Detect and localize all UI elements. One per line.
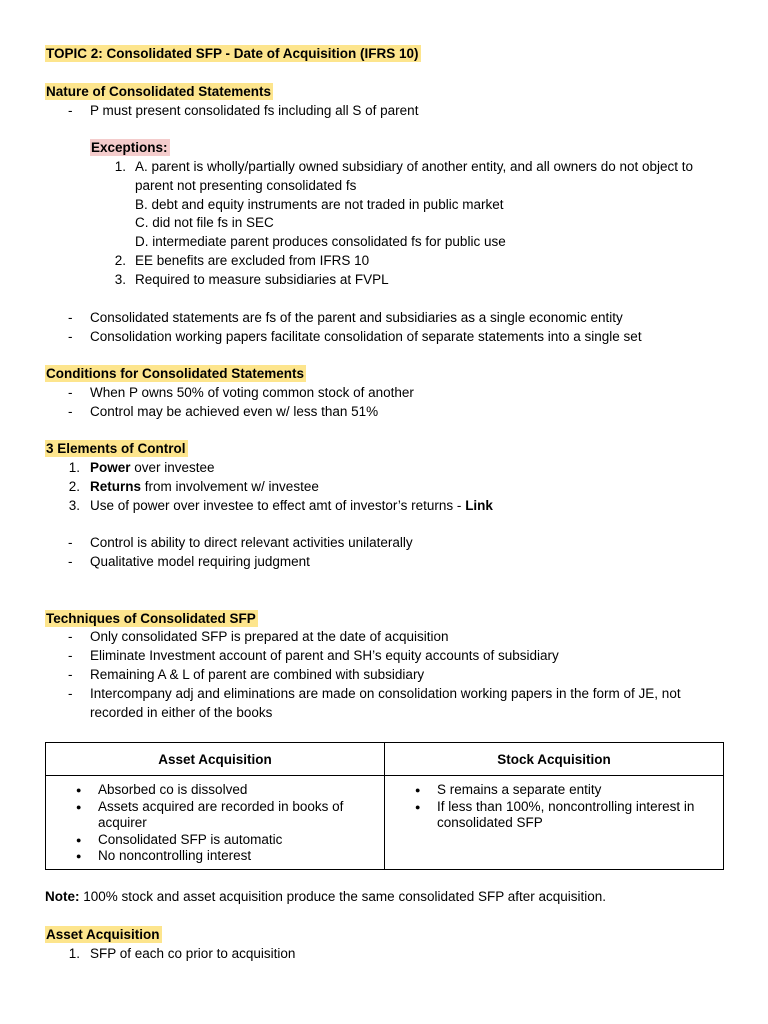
- link[interactable]: Link: [465, 498, 493, 513]
- dash-marker: -: [68, 310, 73, 325]
- list-item: ● If less than 100%, noncontrolling interest in consolidated SFP: [437, 799, 715, 832]
- list-number: 1.: [114, 159, 126, 174]
- list-item: ● Absorbed co is dissolved: [98, 782, 376, 799]
- dash-marker: -: [68, 629, 73, 644]
- element-item: Power over investee: [90, 460, 215, 475]
- list-number: 1.: [68, 460, 80, 475]
- list-number: 1.: [68, 946, 80, 961]
- asset-acquisition-list: [54, 782, 376, 865]
- techniques-bullet: Remaining A & L of parent are combined with subsidiary: [90, 667, 425, 682]
- techniques-bullet: Eliminate Investment account of parent and SH’s equity accounts of subsidiary: [90, 648, 559, 663]
- dash-marker: -: [68, 404, 73, 419]
- stock-acquisition-cell: [385, 776, 724, 870]
- asset-acquisition-item: SFP of each co prior to acquisition: [90, 946, 296, 961]
- techniques-bullet: Only consolidated SFP is prepared at the date of acquisition: [90, 629, 449, 644]
- section-heading-elements: 3 Elements of Control: [46, 441, 186, 456]
- dash-marker: -: [68, 686, 73, 701]
- conditions-bullet: When P owns 50% of voting common stock of another: [90, 385, 414, 400]
- techniques-bullet: Intercompany adj and eliminations are made on consolidation working papers in the form of JE, not: [90, 686, 681, 701]
- conditions-bullet: Control may be achieved even w/ less than 51%: [90, 404, 379, 419]
- exception-item: B. debt and equity instruments are not traded in public market: [135, 197, 504, 212]
- nature-bullet: P must present consolidated fs including all S of parent: [90, 103, 419, 118]
- dash-marker: -: [68, 554, 73, 569]
- element-item: Use of power over investee to effect amt of investor’s returns - Link: [90, 498, 493, 513]
- asset-acquisition-cell: [46, 776, 385, 870]
- table-row: [46, 776, 724, 870]
- section-heading-techniques: Techniques of Consolidated SFP: [46, 611, 256, 626]
- list-item: ● Assets acquired are recorded in books of acquirer: [98, 799, 376, 832]
- stock-acquisition-list: [393, 782, 715, 832]
- elements-bullet: Control is ability to direct relevant activities unilaterally: [90, 535, 413, 550]
- dash-marker: -: [68, 385, 73, 400]
- nature-bullet: Consolidation working papers facilitate consolidation of separate statements into a single set: [90, 329, 642, 344]
- dash-marker: -: [68, 667, 73, 682]
- exceptions-heading: Exceptions:: [91, 140, 168, 155]
- list-item: ● No noncontrolling interest: [98, 848, 376, 865]
- element-item: Returns from involvement w/ investee: [90, 479, 319, 494]
- elements-bullet: Qualitative model requiring judgment: [90, 554, 310, 569]
- exception-item: D. intermediate parent produces consolidated fs for public use: [135, 234, 506, 249]
- page-title: TOPIC 2: Consolidated SFP - Date of Acquisition (IFRS 10): [46, 46, 419, 61]
- exception-item: EE benefits are excluded from IFRS 10: [135, 253, 370, 268]
- dash-marker: -: [68, 103, 73, 118]
- list-number: 3.: [68, 498, 80, 513]
- exception-item: Required to measure subsidiaries at FVPL: [135, 272, 389, 287]
- list-number: 3.: [114, 272, 126, 287]
- header-asset-acquisition: Asset Acquisition: [46, 743, 385, 776]
- nature-bullet: Consolidated statements are fs of the parent and subsidiaries as a single economic entity: [90, 310, 623, 325]
- dash-marker: -: [68, 535, 73, 550]
- exception-item: C. did not file fs in SEC: [135, 215, 274, 230]
- header-stock-acquisition: Stock Acquisition: [385, 743, 724, 776]
- section-heading-conditions: Conditions for Consolidated Statements: [46, 366, 305, 381]
- section-heading-asset-acquisition: Asset Acquisition: [46, 927, 160, 942]
- note: Note: 100% stock and asset acquisition produce the same consolidated SFP after acquisition.: [45, 889, 607, 904]
- table-header-row: [46, 743, 724, 776]
- list-number: 2.: [68, 479, 80, 494]
- dash-marker: -: [68, 329, 73, 344]
- exception-item: parent not presenting consolidated fs: [135, 178, 357, 193]
- list-item: ● Consolidated SFP is automatic: [98, 832, 376, 849]
- comparison-table: [45, 742, 724, 870]
- dash-marker: -: [68, 648, 73, 663]
- exception-item: A. parent is wholly/partially owned subsidiary of another entity, and all owners do not object to: [135, 159, 694, 174]
- list-number: 2.: [114, 253, 126, 268]
- section-heading-nature: Nature of Consolidated Statements: [46, 84, 272, 99]
- techniques-bullet-continued: recorded in either of the books: [90, 705, 273, 720]
- list-item: ● S remains a separate entity: [437, 782, 715, 799]
